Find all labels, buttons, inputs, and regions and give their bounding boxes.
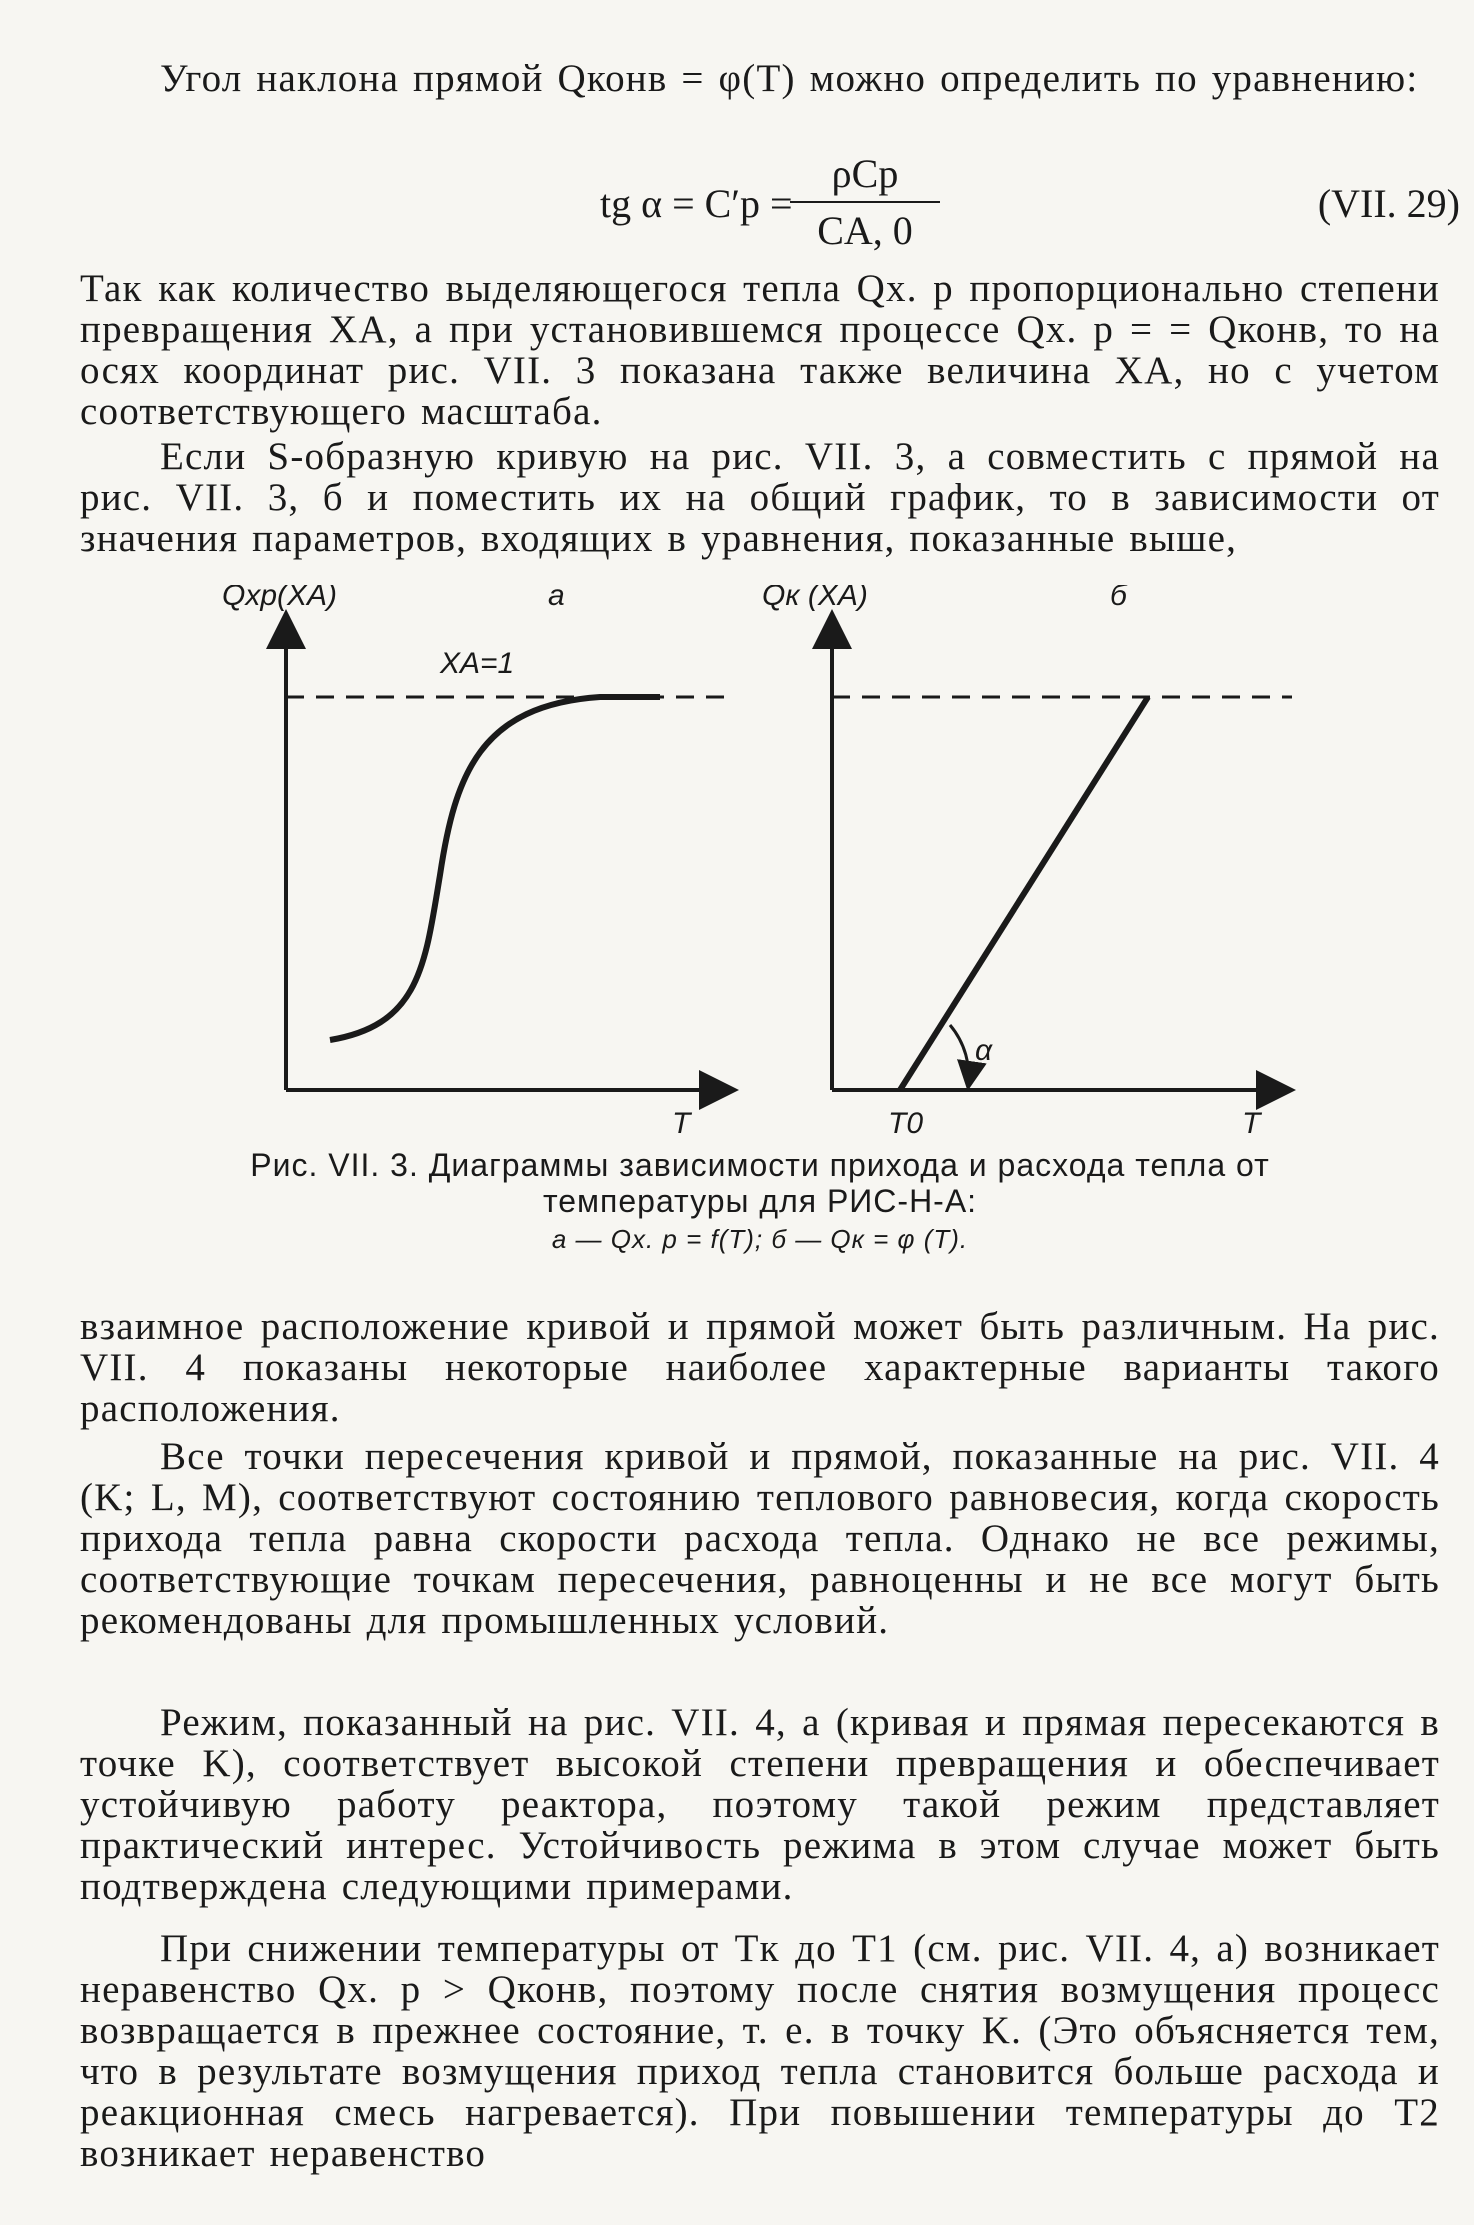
figure-caption-line-2: температуры для РИС-Н-А: <box>542 1183 978 1219</box>
diagram-b-y-label: Qк (XA) <box>762 585 868 612</box>
diagram-a-tag: a <box>548 585 565 612</box>
diagram-b-origin-label: T0 <box>888 1107 924 1140</box>
equation-denominator: CA, 0 <box>817 208 913 253</box>
paragraph-intersection-points: Все точки пересечения кривой и прямой, показанные на рис. VII. 4 (K; L, M), соответствуют состоянию теплового равновесия, когда скорость прихода тепла равна скорости расхода тепла. Однако не все режимы, соответствующие точкам пересечения, равноценны и не все могут быть рекомендованы для промышленных условий. <box>80 1435 1440 1642</box>
angle-arc <box>950 1025 969 1088</box>
diagram-a-level-label: XA=1 <box>440 647 515 680</box>
figure-vii-3 <box>0 585 1474 1145</box>
diagram-a-x-label: T <box>672 1107 691 1140</box>
paragraph-temperature-drop: При снижении температуры от Tк до T1 (см. рис. VII. 4, a) возникает неравенство Qх. р > Qконв, поэтому после снятия возмущения процесс возвращается в прежнее состояние, т. е. в точку K. (Это объясняется тем, что в результате возмущения приход тепла становится больше расхода и реакционная смесь нагревается). При повышении температуры до T2 возникает неравенство <box>80 1927 1440 2175</box>
figure-caption-line-3: a — Qх. р = f(T); б — Qк = φ (T). <box>551 1224 969 1254</box>
angle-label: α <box>975 1034 993 1067</box>
diagram-a-y-label: Qxp(XA) <box>222 585 338 612</box>
diagram-b-tag: б <box>1110 585 1127 612</box>
paragraph-s-curve: Если S-образную кривую на рис. VII. 3, a совместить с прямой на рис. VII. 3, б и поместить их на общий график, то в зависимости от значения параметров, входящих в уравнения, показанные выше, <box>80 435 1440 560</box>
paragraph-heat-proportional: Так как количество выделяющегося тепла Qх. р пропорционально степени превращения XA, а при установившемся процессе Qх. р = = Qконв, то на осях координат рис. VII. 3 показана также величина XA, но с учетом соответствующего масштаба. <box>80 267 1440 433</box>
equation-numerator: ρCp <box>790 150 940 203</box>
diagram-a <box>222 585 735 1140</box>
paragraph-slope: Угол наклона прямой Qконв = φ(T) можно определить по уравнению: <box>160 57 1419 100</box>
straight-line <box>900 697 1148 1090</box>
equation-fraction <box>790 150 940 254</box>
equation-vii-29 <box>600 150 1460 260</box>
equation-lhs: tg α = C′p = <box>600 181 793 226</box>
equation-number: (VII. 29) <box>1317 181 1460 226</box>
paragraph-mutual-position: взаимное расположение кривой и прямой может быть различным. На рис. VII. 4 показаны некоторые наиболее характерные варианты такого расположения. <box>80 1305 1440 1430</box>
diagram-b-x-label: T <box>1242 1107 1261 1140</box>
paragraph-regime-k: Режим, показанный на рис. VII. 4, a (кривая и прямая пересекаются в точке K), соответствует высокой степени превращения и обеспечивает устойчивую работу реактора, поэтому такой режим представляет практический интерес. Устойчивость режима в этом случае может быть подтверждена следующими примерами. <box>80 1701 1440 1908</box>
figure-diagrams <box>0 585 1474 1145</box>
diagram-b <box>762 585 1292 1140</box>
s-curve <box>330 697 660 1040</box>
figure-caption-line-1: Рис. VII. 3. Диаграммы зависимости прихода и расхода тепла от <box>250 1147 1270 1183</box>
